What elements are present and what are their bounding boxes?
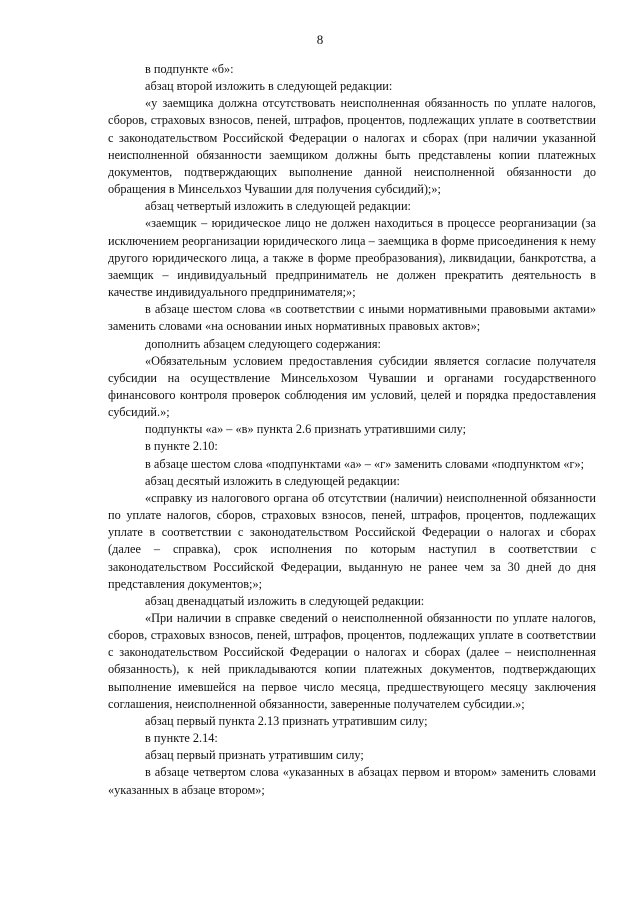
paragraph-12: абзац десятый изложить в следующей редакции: [145, 473, 400, 488]
paragraph-15: «При наличии в справке сведений о неисполненной обязанности по уплате налогов, сборов, страховых взносов, пеней, штрафов, процентов, подлежащих уплате в соответствии с законодательством Российской Федерации о налогах и сборах (далее – неисполненная обязанность), к ней прикладываются копии платежных документов, подтверждающих выполнение имевшейся на первое число месяца, предшествующего месяцу заключения соглашения, неисполненной обязанности, заверенные получателем субсидии.»; [108, 611, 596, 711]
paragraph-11: в абзаце шестом слова «подпунктами «а» – «г» заменить словами «подпунктом «г»; [145, 456, 585, 471]
paragraph-14: абзац двенадцатый изложить в следующей редакции: [145, 593, 425, 608]
paragraph-13: «справку из налогового органа об отсутствии (наличии) неисполненной обязанности по уплате налогов, сборов, страховых взносов, пеней, штрафов, процентов, подлежащих уплате в соответствии с законодательством Российской Федерации о налогах и сборах (далее – справка), срок исполнения по которым наступил в соответствии с законодательством Российской Федерации, выданную не ранее чем за 30 дней до дня представления документов;»; [108, 490, 596, 591]
paragraph-10: в пункте 2.10: [145, 439, 218, 454]
document-body [108, 61, 596, 799]
paragraph-6: в абзаце шестом слова «в соответствии с иными нормативными правовыми актами» заменить словами «на основании иных нормативных правовых актов»; [108, 302, 596, 334]
paragraph-9: подпункты «а» – «в» пункта 2.6 признать утратившими силу; [145, 422, 467, 437]
paragraph-1: в подпункте «б»: [145, 62, 234, 76]
paragraph-7: дополнить абзацем следующего содержания: [145, 336, 381, 351]
paragraph-16: абзац первый пункта 2.13 признать утратившим силу; [145, 713, 428, 728]
paragraph-8: «Обязательным условием предоставления субсидии является согласие получателя субсидии на осуществление Минсельхозом Чувашии и органами государственного финансового контроля проверок соблюдения им условий, целей и порядка предоставления субсидий.»; [108, 353, 596, 420]
paragraph-18: абзац первый признать утратившим силу; [145, 748, 364, 763]
paragraph-17: в пункте 2.14: [145, 731, 218, 746]
paragraph-4: абзац четвертый изложить в следующей редакции: [145, 199, 411, 214]
paragraph-5: «заемщик – юридическое лицо не должен находиться в процессе реорганизации (за исключением реорганизации юридического лица – заемщика в форме присоединения к нему другого юридического лица, а также в форме преобразования), ликвидации, банкротства, а заемщик – индивидуальный предприниматель не должен прекратить деятельность в качестве индивидуального предпринимателя;»; [108, 216, 596, 300]
paragraph-3: «у заемщика должна отсутствовать неисполненная обязанность по уплате налогов, сборов, страховых взносов, пеней, штрафов, процентов, подлежащих уплате в соответствии с законодательством Российской Федерации о налогах и сборах (при наличии указанной неисполненной обязанности заемщиком должны быть представлены копии платежных документов, подтверждающих выполнение данной неисполненной обязанности до обращения в Минсельхоз Чувашии для получения субсидий);»; [108, 96, 596, 197]
page-number: 8 [316, 32, 324, 47]
paragraph-2: абзац второй изложить в следующей редакции: [145, 79, 393, 94]
paragraph-19: в абзаце четвертом слова «указанных в абзацах первом и втором» заменить словами «указанных в абзаце втором»; [108, 765, 596, 797]
